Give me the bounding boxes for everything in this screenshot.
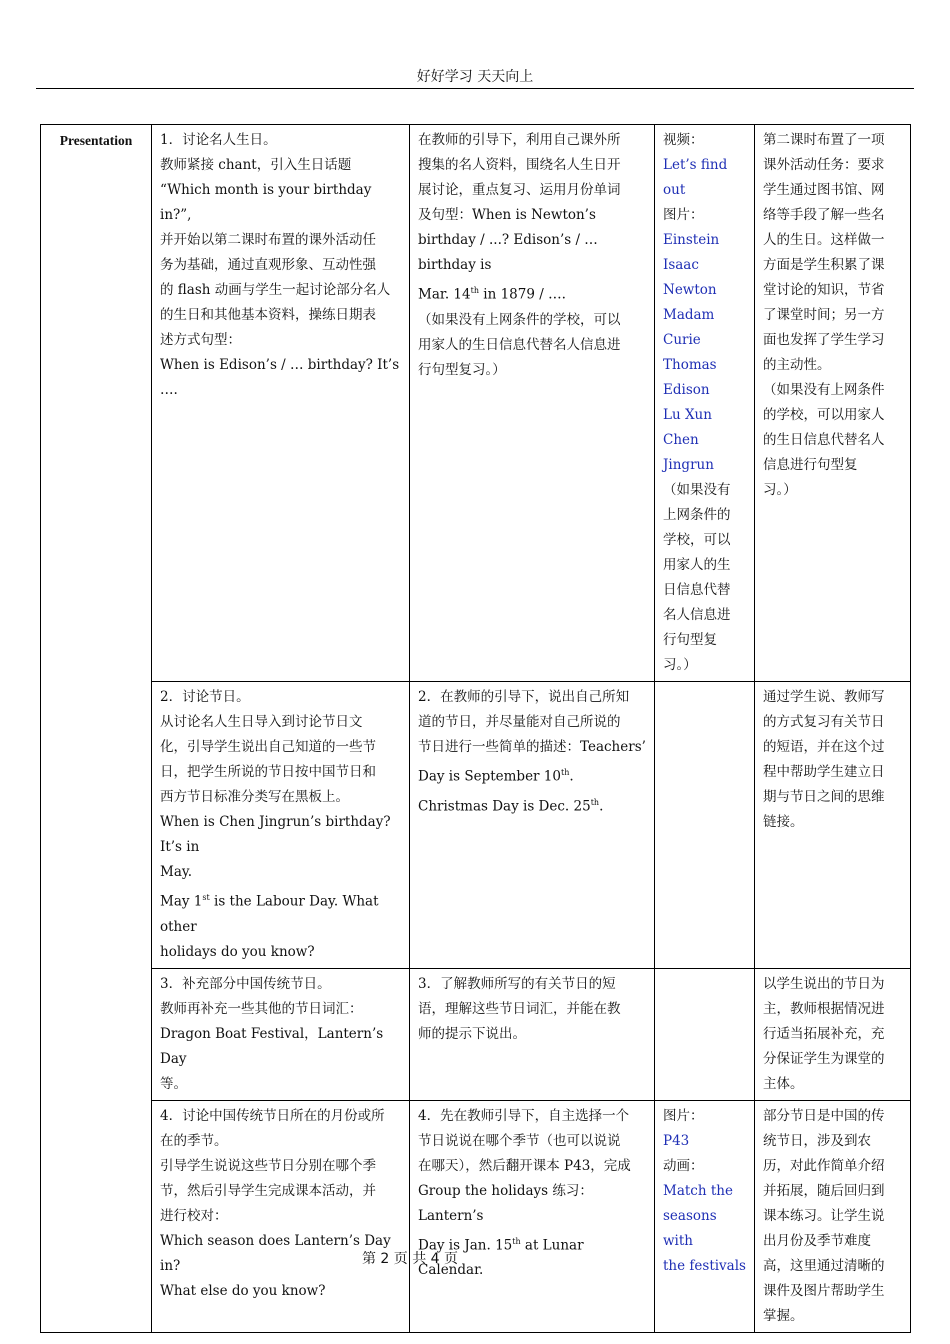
cell-line: 节日说说在哪个季节（也可以说说 [418, 1132, 621, 1149]
cell-line: （如果没有上网条件 [763, 382, 885, 398]
media-line: Chen Jingrun [663, 432, 714, 473]
cell-line: 的生日和其他基本资料，操练日期表 [160, 307, 376, 323]
cell-line: 的方式复习有关节日 [763, 714, 885, 730]
cell-line: 高，这里通过清晰的 [763, 1257, 885, 1274]
cell-line: （如果没有上网条件的学校，可以 [418, 311, 621, 328]
cell-line: 在哪天），然后翻开课本 P43，完成 [418, 1157, 631, 1174]
cell-line: 3．了解教师所写的有关节日的短 [418, 975, 616, 992]
cell-line: May. [160, 864, 192, 880]
cell-line: 语，理解这些节日词汇，并能在教 [418, 1000, 621, 1017]
cell-line: 从讨论名人生日导入到讨论节日文 [160, 714, 363, 730]
cell-line: 统节日，涉及到农 [763, 1132, 871, 1149]
cell-line: 堂讨论的知识，节省 [763, 282, 885, 298]
cell-line: Group the holidays 练习：Lantern’s [418, 1182, 593, 1224]
cell-line: Christmas Day is Dec. 25th. [418, 797, 604, 814]
cell-line: 的 flash 动画与学生一起讨论部分名人 [160, 282, 391, 298]
cell-line: 出月份及季节难度 [763, 1232, 871, 1249]
cell-line: Mar. 14th in 1879 / …. [418, 286, 566, 303]
cell-line: 课外活动任务：要求 [763, 157, 885, 173]
page-header: 好好学习 天天向上 [36, 66, 914, 89]
media-line: 学校，可以 [663, 532, 731, 548]
media-resources-cell [655, 968, 755, 1100]
student-activity-cell [410, 682, 655, 969]
cell-line: 3．补充部分中国传统节日。 [160, 975, 331, 992]
media-line: Einstein [663, 232, 720, 248]
cell-line: Day is September 10th. [418, 768, 574, 785]
lesson-plan-table [40, 124, 911, 1333]
cell-line: 4．先在教师引导下，自主选择一个 [418, 1107, 630, 1124]
media-resources-cell [655, 682, 755, 969]
design-purpose-cell [755, 125, 911, 682]
cell-line: “Which month is your birthday in?”, [160, 182, 372, 223]
cell-line: 进行校对： [160, 1207, 228, 1224]
cell-line: 的主动性。 [763, 357, 831, 373]
student-activity-cell [410, 125, 655, 682]
cell-line: 并拓展，随后回归到 [763, 1182, 885, 1199]
media-line: Match the [663, 1182, 733, 1199]
cell-line: 主，教师根据情况进 [763, 1000, 885, 1017]
cell-line: 用家人的生日信息代替名人信息进 [418, 336, 621, 353]
media-line: Edison [663, 382, 710, 398]
cell-line: 通过学生说、教师写 [763, 689, 885, 705]
cell-line: 述方式句型： [160, 332, 241, 348]
page-footer: 第 2 页 共 4 页 [361, 1251, 459, 1267]
cell-line: 教师再补充一些其他的节日词汇： [160, 1000, 363, 1017]
cell-line: May 1st is the Labour Day. What other [160, 893, 379, 935]
cell-line: Day is Jan. 15th at Lunar Calendar. [418, 1236, 584, 1278]
teacher-activity-cell [152, 682, 410, 969]
cell-line: 师的提示下说出。 [418, 1025, 526, 1042]
cell-line: 的生日信息代替名人 [763, 432, 885, 448]
cell-line: birthday / ...? Edison’s / … birthday is [418, 232, 598, 273]
media-line: 名人信息进 [663, 607, 731, 623]
cell-line: 的学校，可以用家人 [763, 407, 885, 423]
cell-line: 引导学生说说这些节日分别在哪个季 [160, 1157, 376, 1174]
media-line: 日信息代替 [663, 582, 731, 598]
cell-line: 部分节日是中国的传 [763, 1107, 885, 1124]
cell-line: 日，把学生所说的节日按中国节日和 [160, 764, 376, 780]
cell-line: 人的生日。这样做一 [763, 232, 885, 248]
table-row [41, 1100, 911, 1332]
cell-line: 学生通过图书馆、网 [763, 182, 885, 198]
media-line: Thomas [663, 357, 717, 373]
cell-line: 在的季节。 [160, 1132, 228, 1149]
stage-cell [41, 125, 152, 1333]
cell-line: 行句型复习。） [418, 361, 506, 378]
cell-line: Which season does Lantern’s Day in? [160, 1232, 391, 1274]
cell-line: Dragon Boat Festival，Lantern’s Day [160, 1025, 384, 1067]
cell-line: 习。） [763, 482, 797, 498]
cell-line: 分保证学生为课堂的 [763, 1050, 885, 1067]
cell-line: 链接。 [763, 814, 804, 830]
cell-line: 面也发挥了学生学习 [763, 332, 885, 348]
media-line: 用家人的生 [663, 557, 731, 573]
student-activity-cell [410, 1100, 655, 1332]
media-line: 图片： [663, 1107, 704, 1124]
design-purpose-cell [755, 1100, 911, 1332]
cell-line: 2．在教师的引导下，说出自己所知 [418, 689, 630, 705]
cell-line: 4．讨论中国传统节日所在的月份或所 [160, 1107, 385, 1124]
cell-line: 在教师的引导下，利用自己课外所 [418, 132, 621, 148]
cell-line: 期与节日之间的思维 [763, 789, 885, 805]
cell-line: 西方节日标准分类写在黑板上。 [160, 789, 349, 805]
table-row [41, 682, 911, 969]
cell-line: 历，对此作简单介绍 [763, 1157, 885, 1174]
cell-line: 节，然后引导学生完成课本活动，并 [160, 1182, 376, 1199]
media-line: P43 [663, 1132, 690, 1149]
cell-line: 搜集的名人资料，围绕名人生日开 [418, 157, 621, 173]
media-line: Lu Xun [663, 407, 712, 423]
media-line: 图片： [663, 207, 704, 223]
media-line: 上网条件的 [663, 507, 731, 523]
media-line: Isaac Newton [663, 257, 717, 298]
stage-label: Presentation [59, 133, 133, 148]
cell-line: When is Edison’s / … birthday? It’s …. [160, 357, 400, 398]
cell-line: 的短语，并在这个过 [763, 739, 885, 755]
cell-line: 信息进行句型复 [763, 457, 858, 473]
media-line: 动画： [663, 1157, 704, 1174]
cell-line: When is Chen Jingrun’s birthday? It’s in [160, 814, 391, 855]
cell-line: 了课堂时间；另一方 [763, 307, 885, 323]
cell-line: 方面是学生积累了课 [763, 257, 885, 273]
cell-line: 1．讨论名人生日。 [160, 132, 277, 148]
cell-line: 化，引导学生说出自己知道的一些节 [160, 739, 376, 755]
cell-line: 及句型：When is Newton’s [418, 207, 596, 223]
cell-line: 道的节日，并尽量能对自己所说的 [418, 714, 621, 730]
cell-line: 节日进行一些简单的描述：Teachers’ [418, 739, 646, 755]
media-line: 行句型复 [663, 632, 717, 648]
media-resources-cell [655, 1100, 755, 1332]
media-line: （如果没有 [663, 482, 731, 498]
cell-line: 行适当拓展补充，充 [763, 1025, 885, 1042]
cell-line: 课件及图片帮助学生 [763, 1282, 885, 1299]
media-line: 视频： [663, 132, 704, 148]
media-line: seasons with [663, 1207, 717, 1249]
cell-line: 教师紧接 chant，引入生日话题 [160, 157, 352, 173]
cell-line: 主体。 [763, 1075, 804, 1092]
media-line: 习。） [663, 657, 697, 673]
cell-line: 2．讨论节日。 [160, 689, 250, 705]
design-purpose-cell [755, 682, 911, 969]
design-purpose-cell [755, 968, 911, 1100]
teacher-activity-cell [152, 125, 410, 682]
cell-line: 络等手段了解一些名 [763, 207, 885, 223]
teacher-activity-cell [152, 968, 410, 1100]
cell-line: holidays do you know? [160, 943, 315, 960]
cell-line: 以学生说出的节日为 [763, 975, 885, 992]
table-row [41, 968, 911, 1100]
media-resources-cell [655, 125, 755, 682]
cell-line: 掌握。 [763, 1307, 804, 1324]
cell-line: 展讨论，重点复习、运用月份单词 [418, 182, 621, 198]
cell-line: 等。 [160, 1075, 187, 1092]
media-line: Madam Curie [663, 307, 715, 348]
cell-line: 第二课时布置了一项 [763, 132, 885, 148]
media-line: the festivals [663, 1257, 746, 1274]
cell-line: 务为基础，通过直观形象、互动性强 [160, 257, 376, 273]
table-row [41, 125, 911, 682]
cell-line: 并开始以第二课时布置的课外活动任 [160, 232, 376, 248]
cell-line: What else do you know? [160, 1282, 326, 1299]
student-activity-cell [410, 968, 655, 1100]
media-line: Let’s find out [663, 157, 728, 198]
teacher-activity-cell [152, 1100, 410, 1332]
cell-line: 程中帮助学生建立日 [763, 764, 885, 780]
cell-line: 课本练习。让学生说 [763, 1207, 885, 1224]
